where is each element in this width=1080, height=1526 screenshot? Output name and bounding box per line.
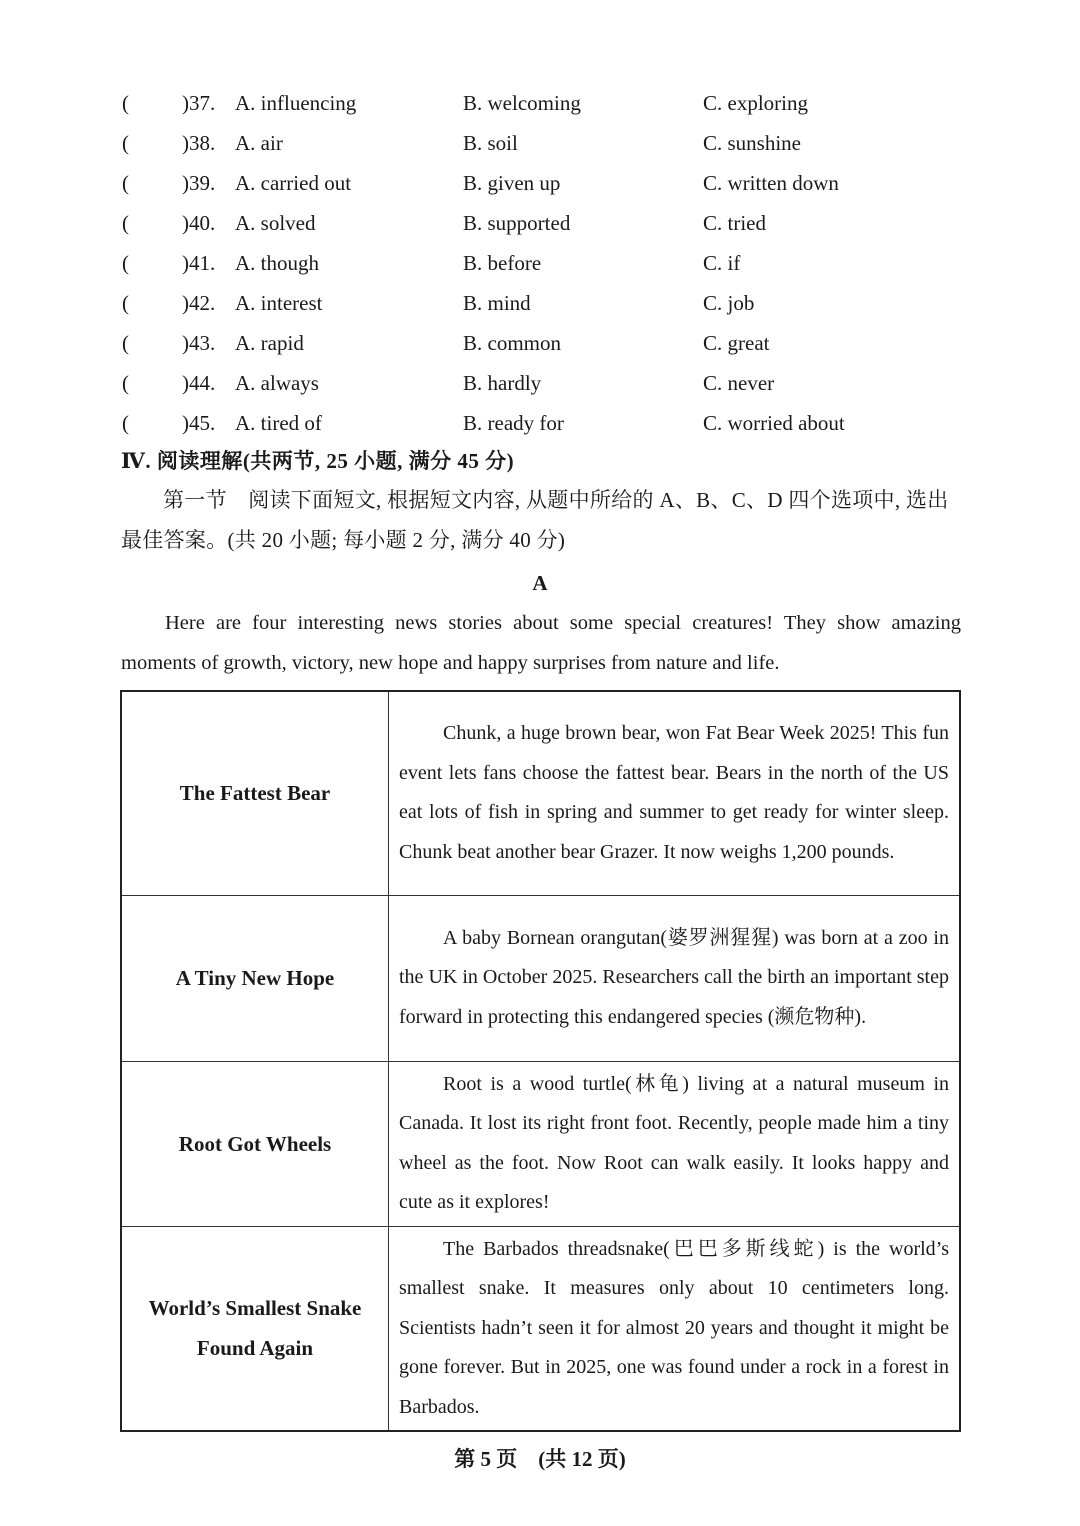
table-row — [121, 691, 960, 895]
table-row — [121, 1226, 960, 1431]
option-c: C. if — [703, 251, 741, 275]
question-number: )41. — [182, 251, 216, 275]
section-instruction — [121, 480, 963, 560]
question-number: )45. — [182, 411, 216, 435]
story-text-content: Root is a wood turtle(林龟) living at a natural museum in Canada. It lost its right front foot. Recently, people made him a tiny wheel as the foot. Now Root can walk easily. It looks happy and cute as it explores! — [399, 1072, 949, 1213]
answer-paren: ( — [122, 211, 129, 235]
option-b: B. soil — [463, 131, 518, 155]
question-row — [122, 203, 962, 243]
story-text-content: Chunk, a huge brown bear, won Fat Bear Week 2025! This fun event lets fans choose the fattest bear. Bears in the north of the US eat lots of fish in spring and summer to get ready for winter sleep. Chunk beat another bear Grazer. It now weighs 1,200 pounds. — [399, 722, 949, 863]
answer-paren: ( — [122, 371, 129, 395]
option-b: B. hardly — [463, 371, 542, 395]
passage-title: A — [532, 571, 548, 595]
question-row — [122, 283, 962, 323]
option-b: B. welcoming — [463, 91, 581, 115]
answer-paren: ( — [122, 251, 129, 275]
option-c: C. job — [703, 291, 755, 315]
option-c: C. never — [703, 371, 775, 395]
story-text — [389, 1061, 961, 1226]
option-a: A. solved — [235, 211, 316, 235]
page-footer: 第 5 页 (共 12 页) — [454, 1447, 626, 1471]
answer-paren: ( — [122, 291, 129, 315]
option-c: C. great — [703, 331, 770, 355]
table-row — [121, 895, 960, 1061]
table-row — [121, 1061, 960, 1226]
story-text — [389, 691, 961, 895]
question-number: )38. — [182, 131, 216, 155]
story-text — [389, 895, 961, 1061]
option-a: A. always — [235, 371, 319, 395]
passage-intro — [121, 603, 961, 683]
question-number: )37. — [182, 91, 216, 115]
answer-paren: ( — [122, 331, 129, 355]
story-title: Root Got Wheels — [121, 1061, 389, 1226]
option-a: A. though — [235, 251, 319, 275]
story-text-content: A baby Bornean orangutan(婆罗洲猩猩) was born at a zoo in the UK in October 2025. Researchers call the birth an important step forward in protecting this endangered species (濒危物种). — [399, 926, 949, 1028]
story-title: The Fattest Bear — [121, 691, 389, 895]
option-c: C. written down — [703, 171, 839, 195]
option-a: A. air — [235, 131, 283, 155]
option-a: A. interest — [235, 291, 323, 315]
story-text-content: The Barbados threadsnake(巴巴多斯线蛇) is the world’s smallest snake. It measures only about 10 centimeters long. Scientists hadn’t seen it for almost 20 years and thought it might be gone forever. But in 2025, one was found under a rock in a forest in Barbados. — [399, 1237, 949, 1418]
question-row — [122, 123, 962, 163]
answer-paren: ( — [122, 131, 129, 155]
option-a: A. influencing — [235, 91, 357, 115]
instruction-text: 第一节 阅读下面短文, 根据短文内容, 从题中所给的 A、B、C、D 四个选项中, 选出最佳答案。(共 20 小题; 每小题 2 分, 满分 40 分) — [121, 488, 949, 552]
question-row — [122, 243, 962, 283]
option-a: A. tired of — [235, 411, 322, 435]
question-row — [122, 363, 962, 403]
option-c: C. exploring — [703, 91, 808, 115]
question-number: )43. — [182, 331, 216, 355]
question-number: )42. — [182, 291, 216, 315]
question-row — [122, 163, 962, 203]
option-b: B. before — [463, 251, 542, 275]
story-title: A Tiny New Hope — [121, 895, 389, 1061]
question-number: )44. — [182, 371, 216, 395]
answer-paren: ( — [122, 411, 129, 435]
option-c: C. sunshine — [703, 131, 802, 155]
option-b: B. given up — [463, 171, 561, 195]
option-b: B. mind — [463, 291, 531, 315]
answer-paren: ( — [122, 171, 129, 195]
story-title: World’s Smallest Snake Found Again — [121, 1226, 389, 1431]
section-heading: Ⅳ. 阅读理解(共两节, 25 小题, 满分 45 分) — [121, 449, 515, 473]
question-row — [122, 83, 962, 123]
option-c: C. worried about — [703, 411, 845, 435]
option-b: B. common — [463, 331, 561, 355]
answer-paren: ( — [122, 91, 129, 115]
news-table — [120, 690, 961, 1432]
question-row — [122, 403, 962, 443]
question-row — [122, 323, 962, 363]
question-number: )39. — [182, 171, 216, 195]
option-a: A. rapid — [235, 331, 304, 355]
option-c: C. tried — [703, 211, 766, 235]
option-b: B. supported — [463, 211, 571, 235]
intro-text: Here are four interesting news stories about some special creatures! They show amazing moments of growth, victory, new hope and happy surprises from nature and life. — [121, 612, 961, 674]
story-text — [389, 1226, 961, 1431]
option-b: B. ready for — [463, 411, 564, 435]
option-a: A. carried out — [235, 171, 352, 195]
question-number: )40. — [182, 211, 216, 235]
